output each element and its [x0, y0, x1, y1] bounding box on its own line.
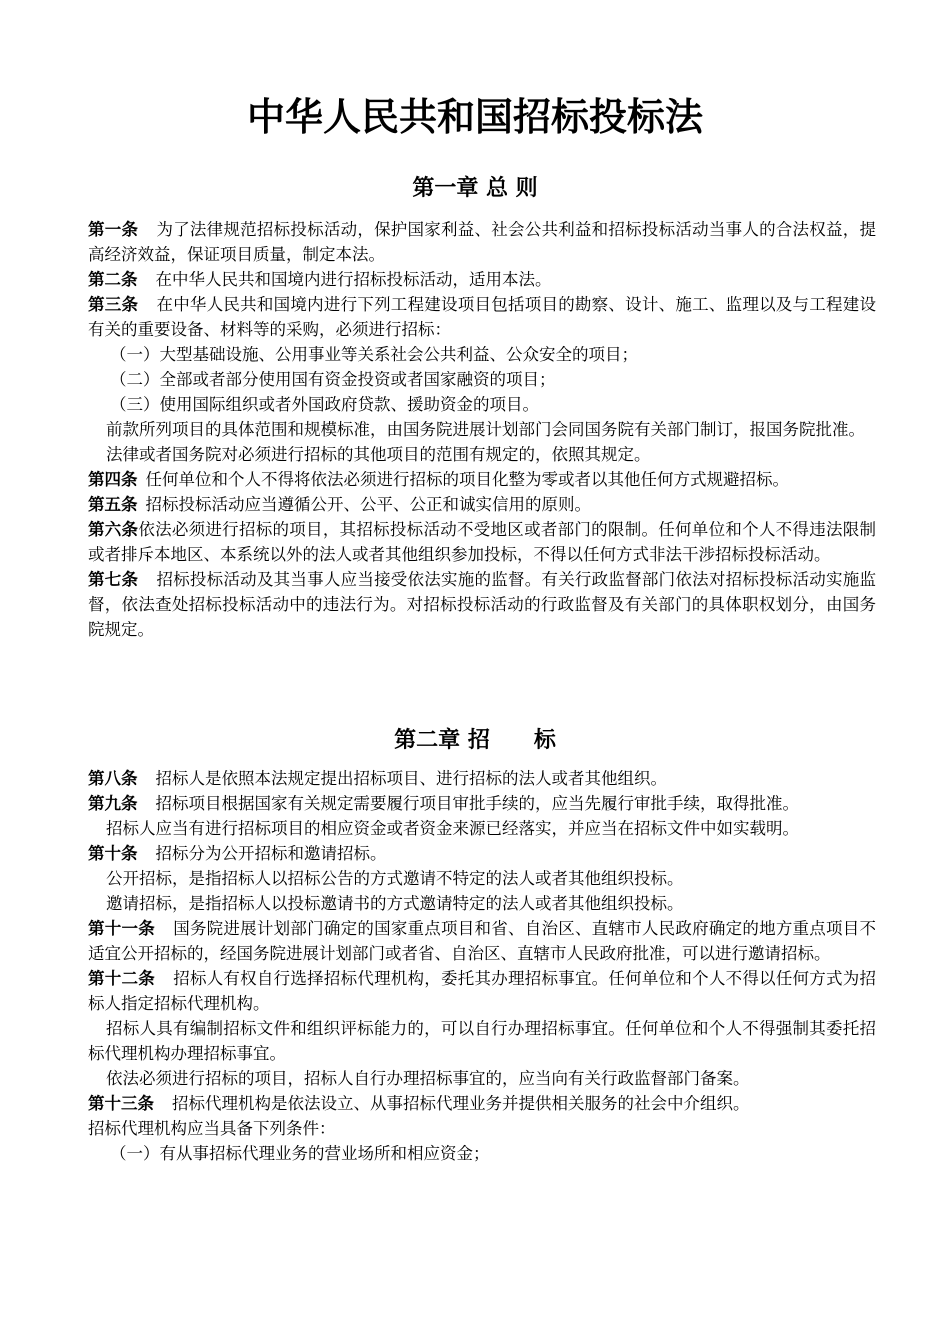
article-text: 为了法律规范招标投标活动，保护国家利益、社会公共利益和招标投标活动当事人的合法权益，提高经济效益，保证项目质量，制定本法。 — [88, 220, 877, 264]
article-label: 第八条 — [88, 769, 138, 788]
paragraph: 招标代理机构应当具备下列条件： — [88, 1119, 336, 1138]
chapter-2-heading: 第二章 招 标 — [394, 728, 556, 753]
list-item: （一）有从事招标代理业务的营业场所和相应资金； — [110, 1144, 490, 1163]
article-text: 在中华人民共和国境内进行下列工程建设项目包括项目的勘察、设计、施工、监理以及与工程建设有关的重要设备、材料等的采购，必须进行招标： — [88, 295, 877, 339]
article-1 — [88, 217, 876, 267]
list-item: （三）使用国际组织或者外国政府贷款、援助资金的项目。 — [110, 395, 539, 414]
paragraph: 邀请招标，是指招标人以投标邀请书的方式邀请特定的法人或者其他组织投标。 — [106, 894, 684, 913]
article-13 — [88, 1091, 876, 1116]
article-label: 第四条 — [88, 470, 138, 489]
chapter-1-body — [88, 217, 876, 642]
article-label: 第十二条 — [88, 969, 155, 988]
article-text: 招标投标活动及其当事人应当接受依法实施的监督。有关行政监督部门依法对招标投标活动实施监督，依法查处招标投标活动中的违法行为。对招标投标活动的行政监督及有关部门的具体职权划分，由国务院规定。 — [88, 570, 877, 639]
article-label: 第七条 — [88, 570, 139, 589]
article-text: 依法必须进行招标的项目，其招标投标活动不受地区或者部门的限制。任何单位和个人不得违法限制或者排斥本地区、本系统以外的法人或者其他组织参加投标，不得以任何方式非法干涉招标投标活动。 — [88, 520, 877, 564]
article-11 — [88, 916, 876, 966]
paragraph: 公开招标，是指招标人以招标公告的方式邀请不特定的法人或者其他组织投标。 — [106, 869, 684, 888]
article-text: 在中华人民共和国境内进行招标投标活动，适用本法。 — [155, 270, 552, 289]
article-text: 任何单位和个人不得将依法必须进行招标的项目化整为零或者以其他任何方式规避招标。 — [145, 470, 789, 489]
article-label: 第二条 — [88, 270, 138, 289]
article-12 — [88, 966, 876, 1016]
article-10 — [88, 841, 876, 866]
article-text: 招标人是依照本法规定提出招标项目、进行招标的法人或者其他组织。 — [155, 769, 667, 788]
article-text: 招标项目根据国家有关规定需要履行项目审批手续的，应当先履行审批手续，取得批准。 — [155, 794, 799, 813]
article-text: 招标代理机构是依法设立、从事招标代理业务并提供相关服务的社会中介组织。 — [172, 1094, 750, 1113]
article-label: 第六条 — [88, 520, 139, 539]
chapter-2-body — [88, 766, 876, 1166]
article-9 — [88, 791, 876, 816]
article-4 — [88, 467, 876, 492]
article-label: 第三条 — [88, 295, 139, 314]
article-3 — [88, 292, 876, 342]
article-text: 国务院进展计划部门确定的国家重点项目和省、自治区、直辖市人民政府确定的地方重点项目不适宜公开招标的，经国务院进展计划部门或者省、自治区、直辖市人民政府批准，可以进行邀请招标。 — [88, 919, 877, 963]
article-8 — [88, 766, 876, 791]
article-label: 第五条 — [88, 495, 138, 514]
article-label: 第十一条 — [88, 919, 155, 938]
article-label: 第一条 — [88, 220, 139, 239]
paragraph: 法律或者国务院对必须进行招标的其他项目的范围有规定的，依照其规定。 — [106, 445, 651, 464]
paragraph: 依法必须进行招标的项目，招标人自行办理招标事宜的，应当向有关行政监督部门备案。 — [106, 1069, 750, 1088]
article-text: 招标分为公开招标和邀请招标。 — [155, 844, 387, 863]
article-5 — [88, 492, 876, 517]
chapter-1-heading: 第一章 总 则 — [412, 176, 538, 201]
article-label: 第十条 — [88, 844, 138, 863]
article-text: 招标人有权自行选择招标代理机构，委托其办理招标事宜。任何单位和个人不得以任何方式为招标人指定招标代理机构。 — [88, 969, 877, 1013]
article-7 — [88, 567, 876, 642]
list-item: （二）全部或者部分使用国有资金投资或者国家融资的项目； — [110, 370, 556, 389]
paragraph: 招标人应当有进行招标项目的相应资金或者资金来源已经落实，并应当在招标文件中如实载明。 — [106, 819, 799, 838]
article-label: 第九条 — [88, 794, 138, 813]
article-2 — [88, 267, 876, 292]
paragraph: 招标人具有编制招标文件和组织评标能力的，可以自行办理招标事宜。任何单位和个人不得强制其委托招标代理机构办理招标事宜。 — [88, 1019, 876, 1063]
list-item: （一）大型基础设施、公用事业等关系社会公共利益、公众安全的项目； — [110, 345, 638, 364]
article-text: 招标投标活动应当遵循公开、公平、公正和诚实信用的原则。 — [145, 495, 591, 514]
paragraph: 前款所列项目的具体范围和规模标准，由国务院进展计划部门会同国务院有关部门制订，报国务院批准。 — [106, 420, 865, 439]
article-label: 第十三条 — [88, 1094, 154, 1113]
article-6 — [88, 517, 876, 567]
document-title: 中华人民共和国招标投标法 — [246, 95, 703, 139]
